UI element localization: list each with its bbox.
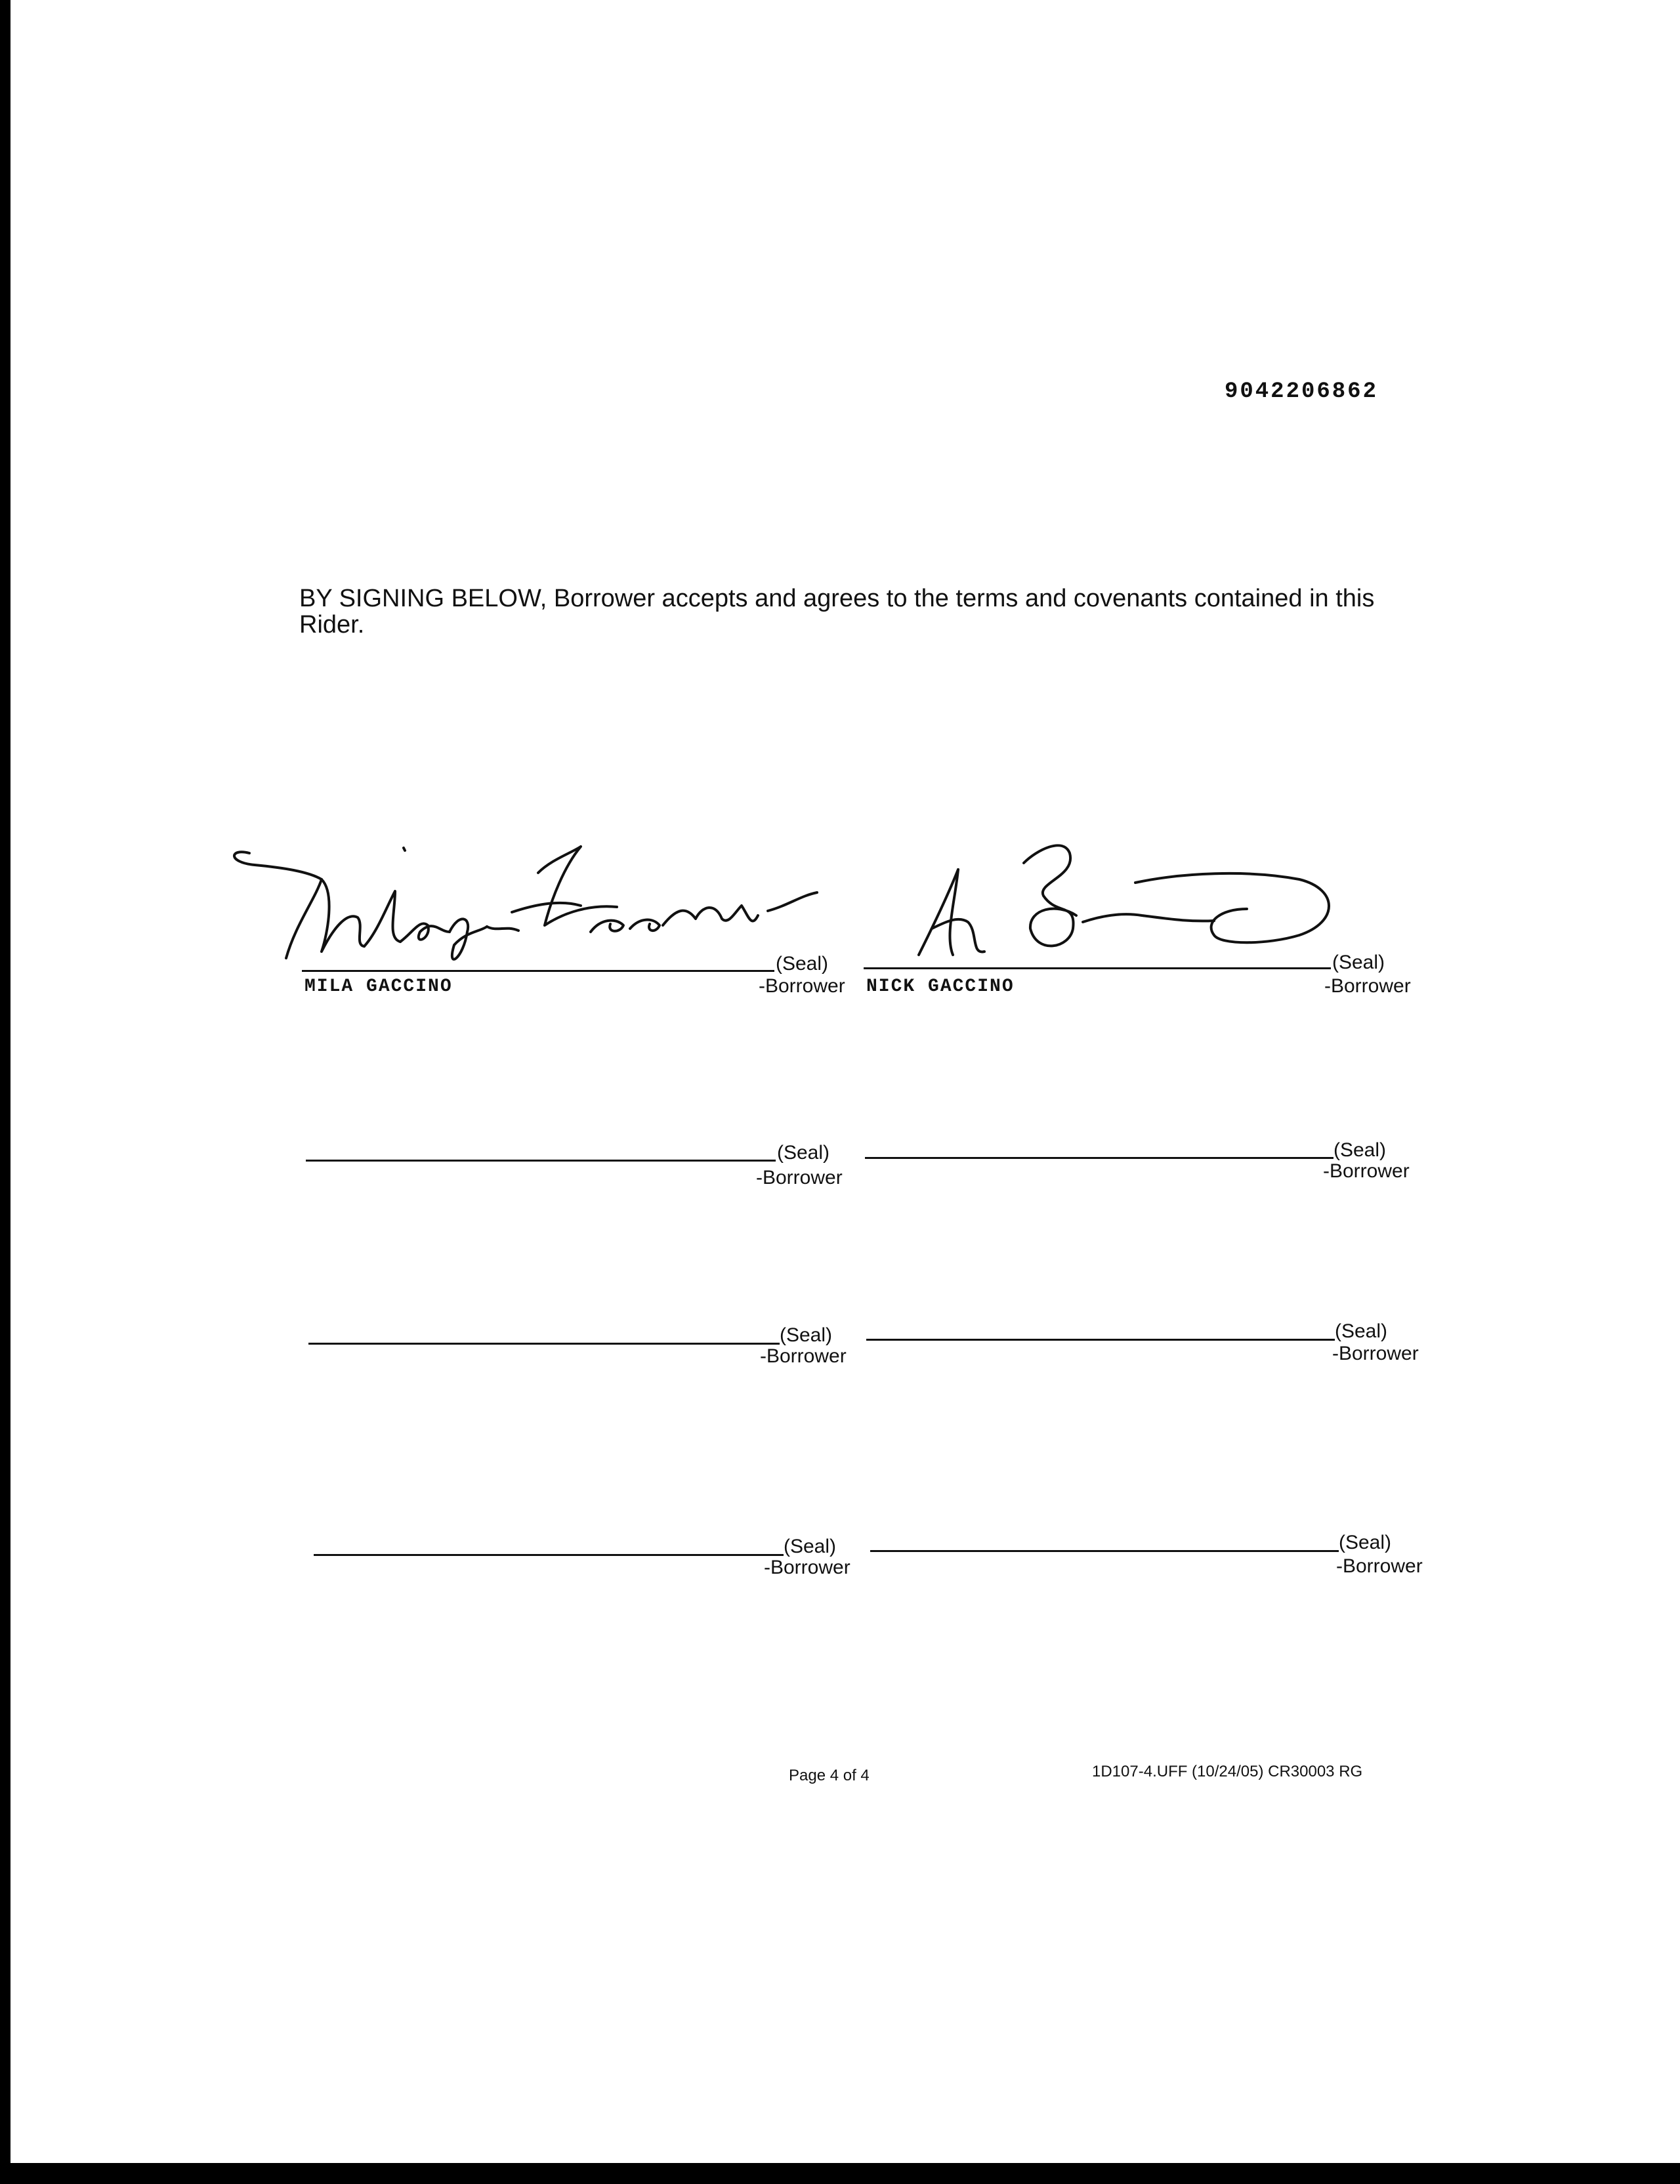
borrower-label: -Borrower — [1332, 1343, 1419, 1364]
signature-line[interactable] — [302, 970, 774, 972]
form-code: 1D107-4.UFF (10/24/05) CR30003 RG — [1092, 1763, 1363, 1780]
signature-line[interactable] — [308, 1343, 780, 1345]
borrower-label: -Borrower — [764, 1557, 850, 1578]
seal-label: (Seal) — [776, 953, 829, 975]
seal-label: (Seal) — [1335, 1320, 1388, 1342]
signature-line[interactable] — [865, 1157, 1334, 1159]
loan-number: 9042206862 — [1224, 379, 1378, 404]
signer-name: MILA GACCINO — [304, 976, 453, 997]
borrower-label: -Borrower — [760, 1345, 847, 1367]
scan-edge-bottom — [0, 2163, 1680, 2184]
borrower-label: -Borrower — [1324, 975, 1411, 997]
borrower-label: -Borrower — [756, 1167, 843, 1188]
signature-line[interactable] — [870, 1550, 1339, 1552]
signature-mila-gaccino — [223, 833, 866, 965]
borrower-label: -Borrower — [759, 975, 845, 997]
borrower-label: -Borrower — [1323, 1160, 1410, 1182]
seal-label: (Seal) — [1339, 1532, 1392, 1553]
page-number: Page 4 of 4 — [789, 1767, 870, 1784]
signing-statement: BY SIGNING BELOW, Borrower accepts and agrees to the terms and covenants contained in this Rider. — [299, 585, 1375, 639]
borrower-label: -Borrower — [1336, 1555, 1423, 1577]
seal-label: (Seal) — [1334, 1139, 1387, 1161]
signature-line[interactable] — [864, 967, 1331, 969]
signer-name: NICK GACCINO — [866, 976, 1015, 997]
seal-label: (Seal) — [1332, 952, 1385, 973]
signature-nick-gaccino — [906, 824, 1365, 968]
signature-line[interactable] — [306, 1160, 776, 1162]
scan-edge-left — [0, 0, 10, 2184]
seal-label: (Seal) — [784, 1536, 837, 1557]
signature-line[interactable] — [314, 1554, 784, 1556]
seal-label: (Seal) — [780, 1324, 833, 1346]
seal-label: (Seal) — [777, 1142, 830, 1164]
signature-line[interactable] — [866, 1339, 1335, 1341]
